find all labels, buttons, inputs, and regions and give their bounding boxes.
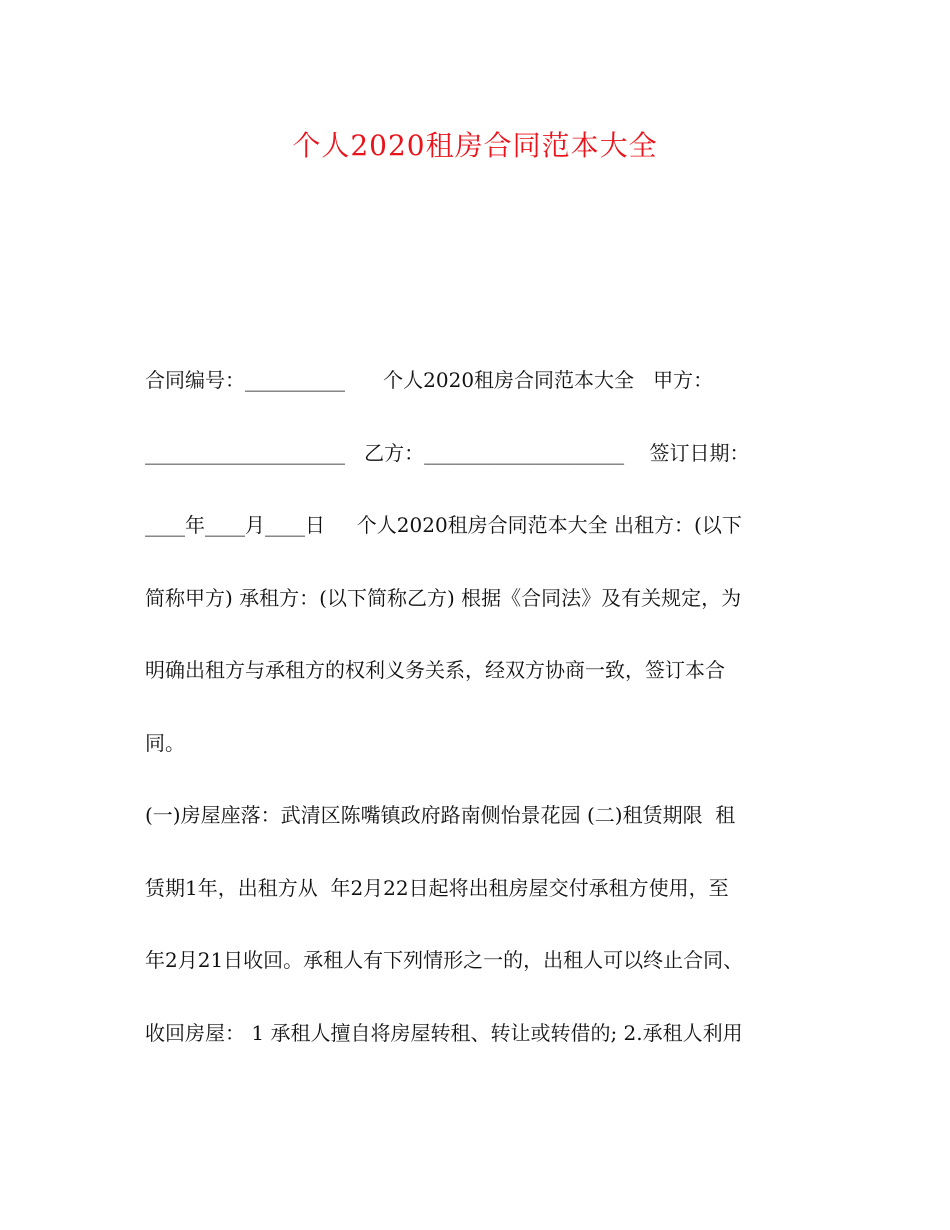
document-title: 个人2020租房合同范本大全	[292, 129, 658, 162]
body-line-9: 年2月21日收回。承租人有下列情形之一的，出租人可以终止合同、	[145, 948, 744, 972]
body-line-1: 合同编号：__________ 个人2020租房合同范本大全 甲方：	[145, 368, 714, 392]
body-line-3: ____年____月____日 个人2020租房合同范本大全 出租方：(以下	[145, 513, 742, 537]
body-line-7: (一)房屋座落：武清区陈嘴镇政府路南侧怡景花园 (二)租赁期限 租	[145, 803, 736, 827]
body-line-2: ____________________ 乙方：____________________ 签订日期：	[145, 441, 750, 465]
body-line-8: 赁期1年，出租方从 年2月22日起将出租房屋交付承租方使用，至	[145, 876, 729, 900]
body-line-6: 同。	[145, 731, 185, 755]
body-line-5: 明确出租方与承租方的权利义务关系，经双方协商一致，签订本合	[145, 658, 725, 682]
body-line-10: 收回房屋： 1 承租人擅自将房屋转租、转让或转借的; 2.承租人利用	[145, 1021, 743, 1045]
body-line-4: 简称甲方) 承租方：(以下简称乙方) 根据《合同法》及有关规定，为	[145, 586, 742, 610]
